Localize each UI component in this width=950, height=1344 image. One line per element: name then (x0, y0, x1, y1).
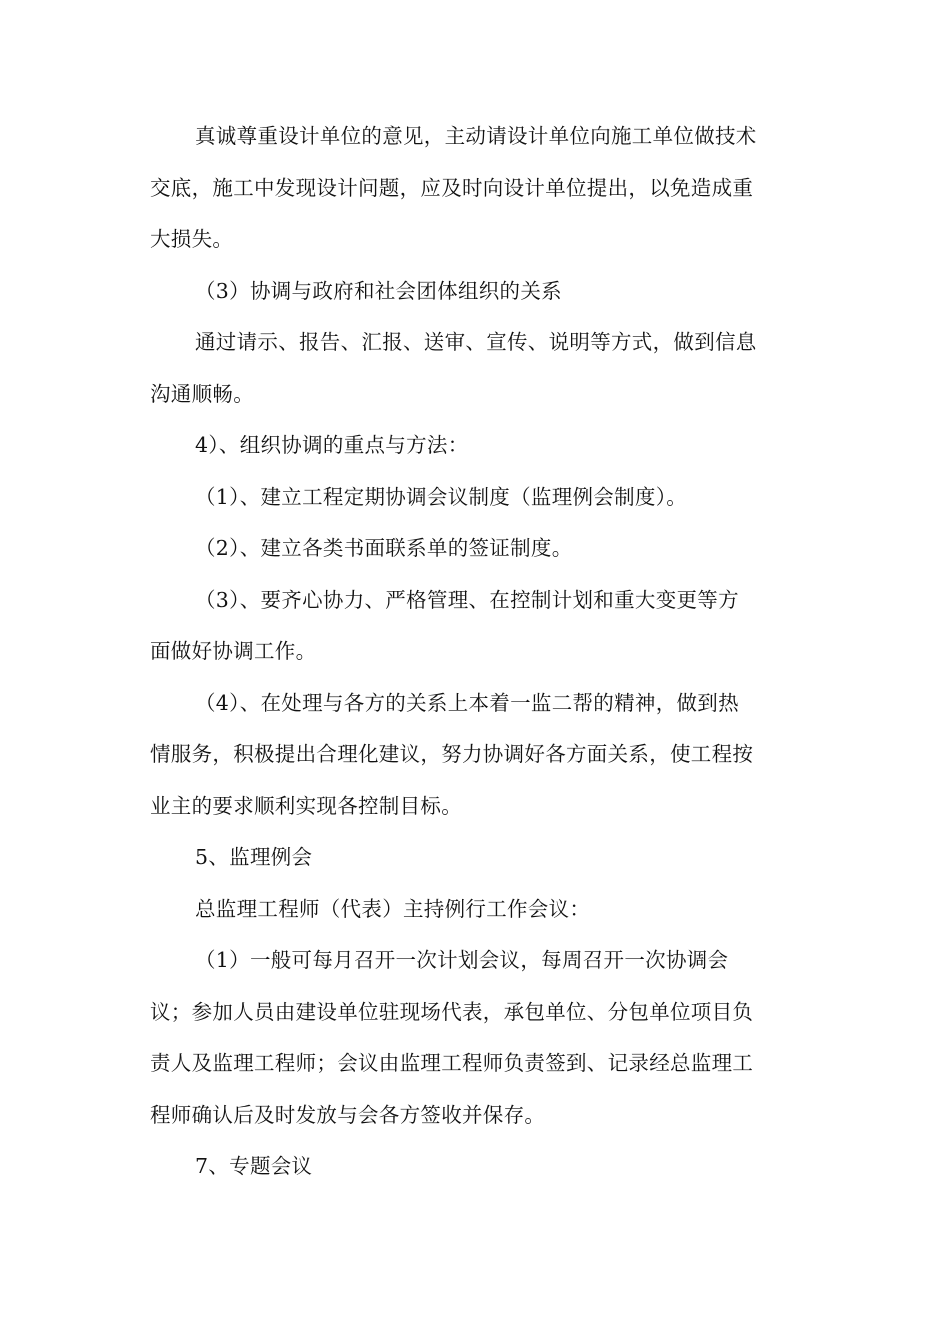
text-line: 5、监理例会 (195, 845, 313, 869)
text-line: 业主的要求顺利实现各控制目标。 (150, 794, 462, 818)
text-line: （1）一般可每月召开一次计划会议，每周召开一次协调会 (195, 948, 729, 972)
text-line: 7、专题会议 (195, 1154, 313, 1178)
text-line: （4）、在处理与各方的关系上本着一监二帮的精神，做到热 (195, 691, 739, 715)
text-line: 通过请示、报告、汇报、送审、宣传、说明等方式，做到信息 (195, 330, 757, 354)
text-line: 责人及监理工程师；会议由监理工程师负责签到、记录经总监理工 (150, 1051, 754, 1075)
text-line: （1）、建立工程定期协调会议制度（监理例会制度）。 (195, 485, 688, 509)
text-line: 情服务，积极提出合理化建议，努力协调好各方面关系，使工程按 (150, 742, 754, 766)
text-line: 总监理工程师（代表）主持例行工作会议： (195, 897, 591, 921)
text-line: （3）、要齐心协力、严格管理、在控制计划和重大变更等方 (195, 588, 739, 612)
text-line: 面做好协调工作。 (150, 639, 317, 663)
text-line: 议；参加人员由建设单位驻现场代表，承包单位、分包单位项目负 (150, 1000, 754, 1024)
text-line: （2）、建立各类书面联系单的签证制度。 (195, 536, 573, 560)
text-line: 程师确认后及时发放与会各方签收并保存。 (150, 1103, 546, 1127)
text-line: 真诚尊重设计单位的意见，主动请设计单位向施工单位做技术 (195, 124, 757, 148)
text-line: 交底，施工中发现设计问题，应及时向设计单位提出，以免造成重 (150, 176, 754, 200)
text-line: 4）、组织协调的重点与方法： (195, 433, 469, 457)
text-line: 沟通顺畅。 (150, 382, 254, 406)
text-line: 大损失。 (150, 227, 234, 251)
text-line: （3）协调与政府和社会团体组织的关系 (195, 279, 562, 303)
